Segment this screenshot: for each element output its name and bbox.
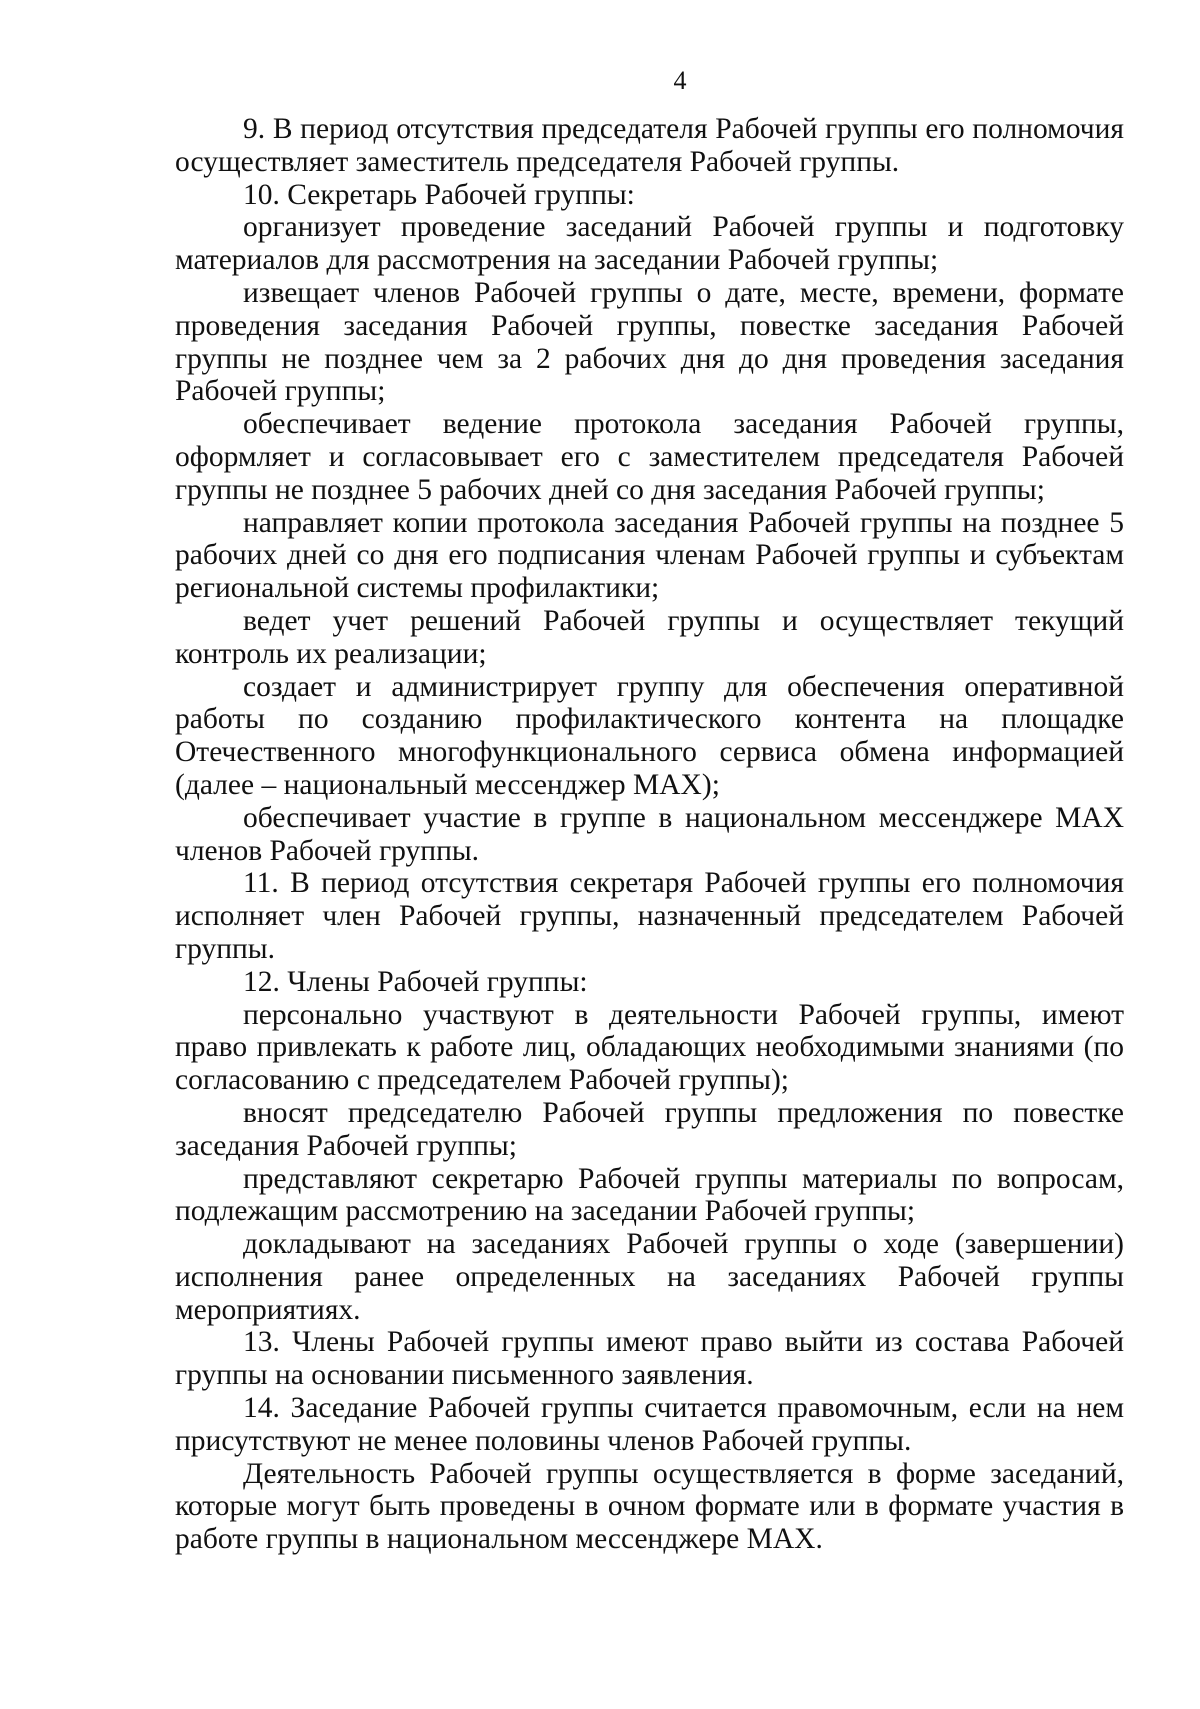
paragraph-13: 13. Члены Рабочей группы имеют право выйти из состава Рабочей группы на основании письменного заявления. [175, 1326, 1124, 1392]
page-number: 4 [673, 66, 687, 95]
paragraph-10-heading: 10. Секретарь Рабочей группы: [243, 178, 635, 211]
paragraph-9: 9. В период отсутствия председателя Рабочей группы его полномочия осуществляет заместитель председателя Рабочей группы. [175, 113, 1124, 178]
document-body [175, 113, 1124, 1556]
paragraph-12-heading: 12. Члены Рабочей группы: [243, 965, 588, 998]
list-item: создает и администрирует группу для обеспечения оперативной работы по созданию профилактического контента на площадке Отечественного многофункционального сервиса обмена информацией (далее – национальный мессенджер MAX); [175, 670, 1124, 801]
list-item: направляет копии протокола заседания Рабочей группы на позднее 5 рабочих дней со дня его подписания членам Рабочей группы и субъектам региональной системы профилактики; [175, 506, 1124, 605]
list-item: докладывают на заседаниях Рабочей группы о ходе (завершении) исполнения ранее определенных на заседаниях Рабочей группы мероприятиях. [175, 1228, 1124, 1326]
paragraph-11: 11. В период отсутствия секретаря Рабочей группы его полномочия исполняет член Рабочей группы, назначенный председателем Рабочей группы. [175, 867, 1124, 965]
list-item: представляют секретарю Рабочей группы материалы по вопросам, подлежащим рассмотрению на заседании Рабочей группы; [175, 1162, 1124, 1228]
list-item: персонально участвуют в деятельности Рабочей группы, имеют право привлекать к работе лиц, обладающих необходимыми знаниями (по согласованию с председателем Рабочей группы); [175, 998, 1124, 1097]
list-item: вносят председателю Рабочей группы предложения по повестке заседания Рабочей группы; [175, 1096, 1124, 1162]
paragraph-14: 14. Заседание Рабочей группы считается правомочным, если на нем присутствуют не менее половины членов Рабочей группы. [175, 1392, 1124, 1457]
paragraph-activity: Деятельность Рабочей группы осуществляется в форме заседаний, которые могут быть проведены в очном формате или в формате участия в работе группы в национальном мессенджере MAX. [175, 1457, 1124, 1556]
list-item: организует проведение заседаний Рабочей группы и подготовку материалов для рассмотрения на заседании Рабочей группы; [175, 211, 1124, 277]
list-item: обеспечивает ведение протокола заседания Рабочей группы, оформляет и согласовывает его с заместителем председателя Рабочей группы не позднее 5 рабочих дней со дня заседания Рабочей группы; [175, 408, 1124, 506]
list-item: ведет учет решений Рабочей группы и осуществляет текущий контроль их реализации; [175, 604, 1124, 670]
list-item: извещает членов Рабочей группы о дате, месте, времени, формате проведения заседания Рабочей группы, повестке заседания Рабочей группы не позднее чем за 2 рабочих дня до дня проведения заседания Рабочей группы; [175, 276, 1124, 408]
list-item: обеспечивает участие в группе в национальном мессенджере MAX членов Рабочей группы. [175, 801, 1124, 867]
